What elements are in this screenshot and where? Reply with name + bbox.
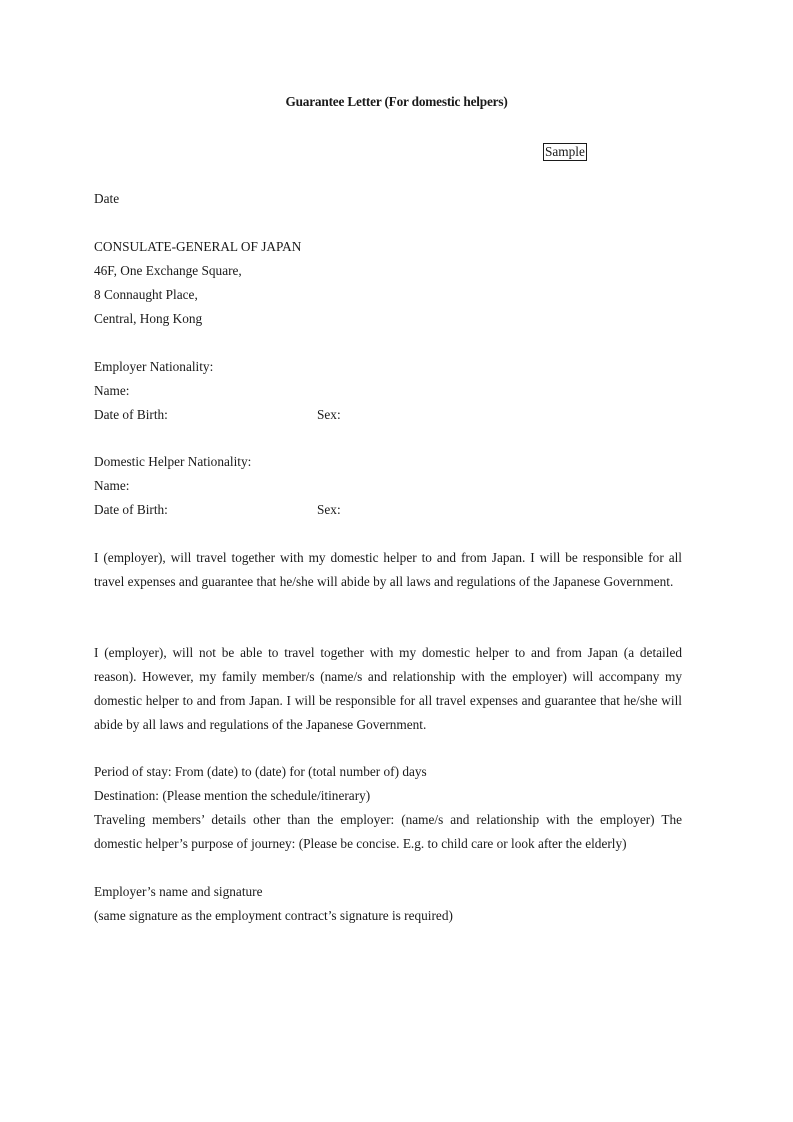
signature-section bbox=[94, 880, 682, 928]
employer-dob-row bbox=[94, 403, 682, 427]
date-label: Date bbox=[94, 191, 120, 206]
helper-sex-label: Sex: bbox=[317, 502, 341, 517]
paragraph-not-travel-together: I (employer), will not be able to travel together with my domestic helper to and from Japan (a detailed reason). However, my family member/s (name/s and relationship with the employer) will accompany my domestic helper to and from Japan. I will be responsible for all travel expenses and guarantee that he/she will abide by all laws and regulations of the Japanese Government. bbox=[94, 645, 682, 732]
employer-nationality-label: Employer Nationality: bbox=[94, 359, 214, 374]
travel-members-details: Traveling members’ details other than the employer: (name/s and relationship with the employer) The domestic helper’s purpose of journey: (Please be concise. E.g. to child care or look after the elderly) bbox=[94, 812, 682, 851]
helper-name-label: Name: bbox=[94, 478, 130, 493]
helper-section bbox=[94, 450, 682, 522]
date-section bbox=[94, 187, 682, 211]
employer-sex-label: Sex: bbox=[317, 407, 341, 422]
period-of-stay: Period of stay: From (date) to (date) for (total number of) days bbox=[94, 764, 427, 779]
signature-note: (same signature as the employment contract’s signature is required) bbox=[94, 908, 453, 923]
address-line-4: Central, Hong Kong bbox=[94, 311, 203, 326]
address-line-1: CONSULATE-GENERAL OF JAPAN bbox=[94, 239, 302, 254]
helper-dob-label: Date of Birth: bbox=[94, 502, 168, 517]
employer-dob-label: Date of Birth: bbox=[94, 407, 168, 422]
helper-nationality-label: Domestic Helper Nationality: bbox=[94, 454, 252, 469]
employer-section bbox=[94, 355, 682, 427]
signature-label: Employer’s name and signature bbox=[94, 884, 263, 899]
helper-dob-row bbox=[94, 498, 682, 522]
destination: Destination: (Please mention the schedule/itinerary) bbox=[94, 788, 371, 803]
address-line-2: 46F, One Exchange Square, bbox=[94, 263, 242, 278]
sample-stamp: Sample bbox=[545, 144, 585, 159]
address-block bbox=[94, 235, 682, 331]
paragraph-travel-together: I (employer), will travel together with my domestic helper to and from Japan. I will be responsible for all travel expenses and guarantee that he/she will abide by all laws and regulations of the Japanese Government. bbox=[94, 550, 682, 589]
trip-details-section bbox=[94, 760, 682, 856]
address-line-3: 8 Connaught Place, bbox=[94, 287, 198, 302]
employer-name-label: Name: bbox=[94, 383, 130, 398]
document-title: Guarantee Letter (For domestic helpers) bbox=[285, 94, 508, 109]
